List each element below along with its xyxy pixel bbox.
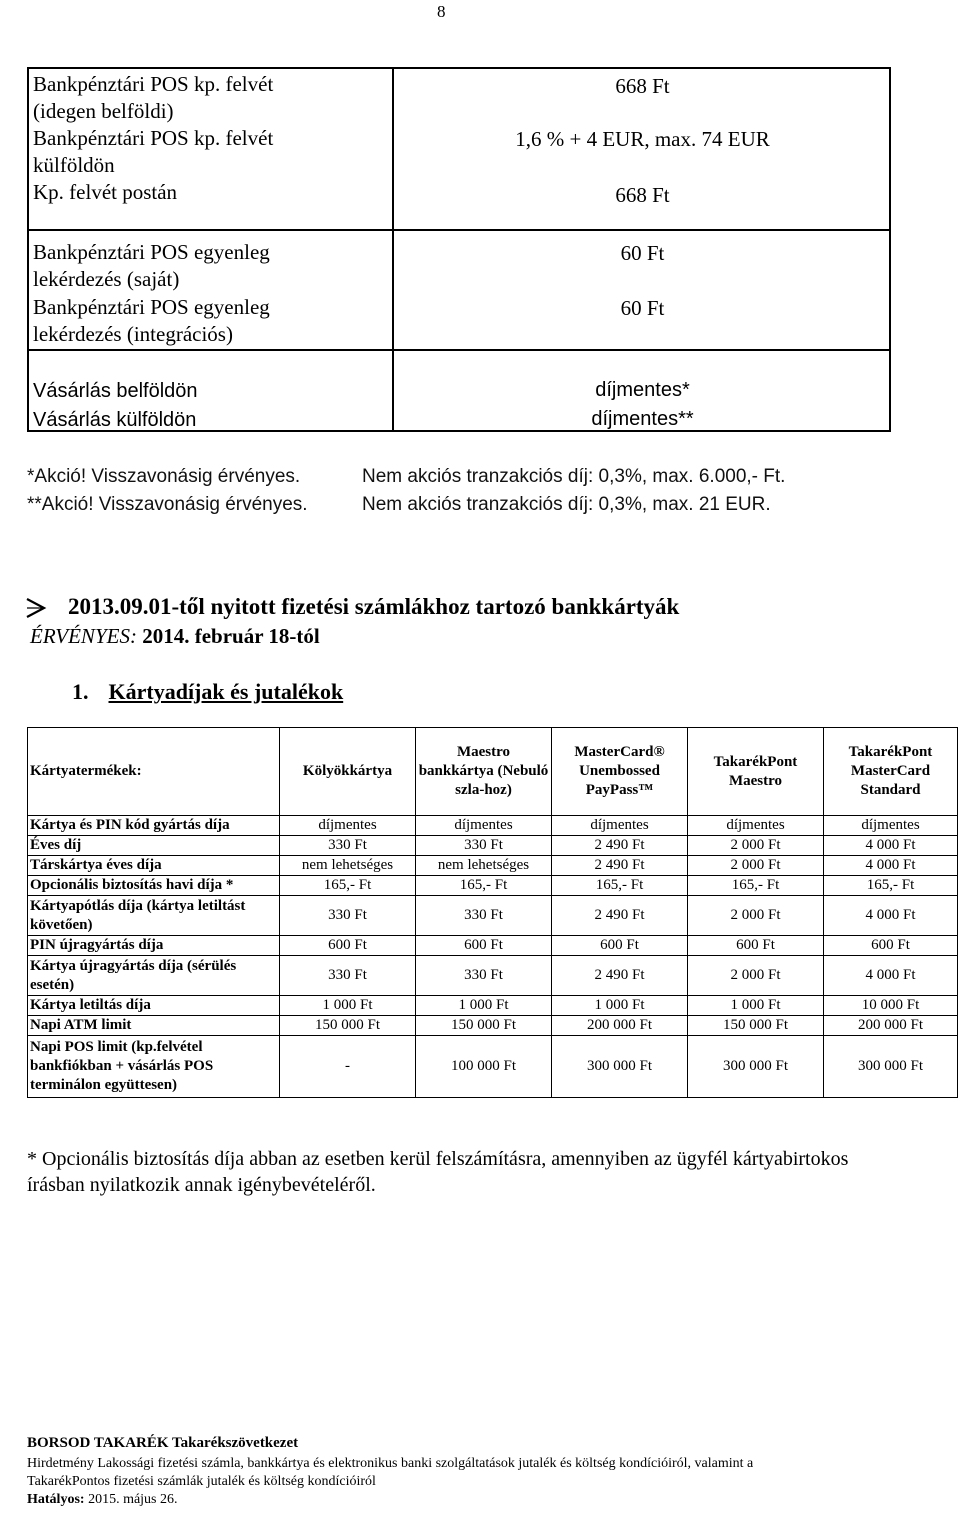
fee-summary-table xyxy=(27,67,891,432)
cell: 200 000 Ft xyxy=(824,1016,958,1036)
cell: 2 000 Ft xyxy=(688,856,824,876)
footer-validity xyxy=(27,1492,178,1508)
cell: díjmentes xyxy=(552,816,688,836)
subsection-number: 1. xyxy=(72,679,89,704)
header-mastercard-unembossed: MasterCard® Unembossed PayPass™ xyxy=(552,728,688,816)
row-value-purchase-abroad: díjmentes** xyxy=(591,408,694,430)
cell: 10 000 Ft xyxy=(824,996,958,1016)
cell: 150 000 Ft xyxy=(280,1016,416,1036)
card-fee-table xyxy=(27,727,958,1098)
row-label: Kártya letiltás díja xyxy=(28,996,280,1016)
note-2-label: **Akció! Visszavonásig érvényes. xyxy=(27,494,308,515)
subsection-heading xyxy=(72,679,343,705)
row-label-purchase-abroad: Vásárlás külföldön xyxy=(33,409,197,431)
cell: 1 000 Ft xyxy=(552,996,688,1016)
cell: 300 000 Ft xyxy=(552,1036,688,1098)
table-row xyxy=(28,856,958,876)
cell: 165,- Ft xyxy=(824,876,958,896)
table-row xyxy=(28,956,958,996)
footer-valid-date: 2015. május 26. xyxy=(88,1492,178,1507)
row-label: Kártya újragyártás díja (sérülés esetén) xyxy=(28,956,280,996)
row-value-pos-withdrawal-domestic: 668 Ft xyxy=(615,74,670,98)
row-label-balance-integration: Bankpénztári POS egyenleg lekérdezés (integrációs) xyxy=(33,295,270,346)
cell: díjmentes xyxy=(688,816,824,836)
row-label: Kártya és PIN kód gyártás díja xyxy=(28,816,280,836)
section-title: 2013.09.01-től nyitott fizetési számlákhoz tartozó bankkártyák xyxy=(68,594,680,619)
footer-line-1: Hirdetmény Lakossági fizetési számla, bankkártya és elektronikus banki szolgáltatások jutalék és költség kondícióiról, valamint a xyxy=(27,1456,754,1471)
row-value-balance-integration: 60 Ft xyxy=(620,296,665,320)
cell: 150 000 Ft xyxy=(688,1016,824,1036)
cell: 2 000 Ft xyxy=(688,956,824,996)
section-validity xyxy=(30,624,320,649)
cell: 330 Ft xyxy=(416,836,552,856)
cell: 165,- Ft xyxy=(688,876,824,896)
cell: 100 000 Ft xyxy=(416,1036,552,1098)
header-takarekpont-maestro: TakarékPont Maestro xyxy=(688,728,824,816)
cell: 600 Ft xyxy=(280,936,416,956)
table-row xyxy=(28,936,958,956)
row-label-balance-own: Bankpénztári POS egyenleg lekérdezés (saját) xyxy=(33,240,270,291)
row-value-purchase-domestic: díjmentes* xyxy=(595,379,690,401)
note-2-text: Nem akciós tranzakciós díj: 0,3%, max. 21 EUR. xyxy=(362,494,771,515)
table-row xyxy=(28,1036,958,1098)
cell: 600 Ft xyxy=(552,936,688,956)
cell: nem lehetséges xyxy=(280,856,416,876)
row-label: PIN újragyártás díja xyxy=(28,936,280,956)
cell: 330 Ft xyxy=(280,956,416,996)
insurance-footnote: * Opcionális biztosítás díja abban az esetben kerül felszámításra, amennyiben az ügyfél kártyabirtokos írásban nyilatkozik annak igénybevételéről. xyxy=(27,1148,849,1196)
table-row xyxy=(28,1016,958,1036)
cell: 165,- Ft xyxy=(280,876,416,896)
cell: 2 490 Ft xyxy=(552,836,688,856)
cell: 1 000 Ft xyxy=(280,996,416,1016)
subsection-title: Kártyadíjak és jutalékok xyxy=(108,679,344,704)
row-label-pos-withdrawal-abroad: Bankpénztári POS kp. felvét külföldön xyxy=(33,126,274,177)
row-label-pos-withdrawal-domestic: Bankpénztári POS kp. felvét (idegen belföldi) xyxy=(33,72,274,123)
footer-line-2: TakarékPontos fizetési számlák jutalék és költség kondícióiról xyxy=(27,1474,376,1489)
row-value-balance-own: 60 Ft xyxy=(620,241,665,265)
row-label: Társkártya éves díja xyxy=(28,856,280,876)
row-value-post-withdrawal: 668 Ft xyxy=(615,183,670,207)
row-label: Napi POS limit (kp.felvétel bankfiókban + vásárlás POS terminálon együttesen) xyxy=(28,1036,280,1098)
row-value-pos-withdrawal-abroad: 1,6 % + 4 EUR, max. 74 EUR xyxy=(515,127,770,151)
cell: 150 000 Ft xyxy=(416,1016,552,1036)
cell: 300 000 Ft xyxy=(688,1036,824,1098)
note-1-label: *Akció! Visszavonásig érvényes. xyxy=(27,466,301,487)
cell: 300 000 Ft xyxy=(824,1036,958,1098)
cell: díjmentes xyxy=(280,816,416,836)
table-row xyxy=(28,816,958,836)
validity-label: ÉRVÉNYES: xyxy=(30,624,137,648)
header-kolyokkartya: Kölyökkártya xyxy=(280,728,416,816)
header-takarekpont-mastercard: TakarékPont MasterCard Standard xyxy=(824,728,958,816)
header-maestro-nebulo: Maestro bankkártya (Nebuló szla-hoz) xyxy=(416,728,552,816)
table-header-row xyxy=(28,728,958,816)
cell: 330 Ft xyxy=(280,836,416,856)
row-label-purchase-domestic: Vásárlás belföldön xyxy=(33,380,198,402)
page-number: 8 xyxy=(437,2,446,21)
note-1-text: Nem akciós tranzakciós díj: 0,3%, max. 6.000,- Ft. xyxy=(362,466,786,487)
cell: 330 Ft xyxy=(416,956,552,996)
table-row xyxy=(28,996,958,1016)
arrow-bullet-icon xyxy=(24,596,48,620)
cell: 1 000 Ft xyxy=(416,996,552,1016)
cell: díjmentes xyxy=(416,816,552,836)
cell: 4 000 Ft xyxy=(824,956,958,996)
cell: 2 000 Ft xyxy=(688,896,824,936)
cell: 2 490 Ft xyxy=(552,896,688,936)
validity-date: 2014. február 18-tól xyxy=(142,624,320,648)
cell: 330 Ft xyxy=(280,896,416,936)
cell: 600 Ft xyxy=(824,936,958,956)
cell: 330 Ft xyxy=(416,896,552,936)
row-label: Éves díj xyxy=(28,836,280,856)
cell: 165,- Ft xyxy=(416,876,552,896)
footer-valid-label: Hatályos: xyxy=(27,1492,85,1507)
cell: 600 Ft xyxy=(688,936,824,956)
table-row xyxy=(28,836,958,856)
cell: - xyxy=(280,1036,416,1098)
cell: 165,- Ft xyxy=(552,876,688,896)
cell: 1 000 Ft xyxy=(688,996,824,1016)
cell: 2 490 Ft xyxy=(552,956,688,996)
cell: nem lehetséges xyxy=(416,856,552,876)
cell: 4 000 Ft xyxy=(824,856,958,876)
row-label: Kártyapótlás díja (kártya letiltást követően) xyxy=(28,896,280,936)
cell: 600 Ft xyxy=(416,936,552,956)
cell: díjmentes xyxy=(824,816,958,836)
cell: 2 000 Ft xyxy=(688,836,824,856)
cell: 200 000 Ft xyxy=(552,1016,688,1036)
row-label: Opcionális biztosítás havi díja * xyxy=(28,876,280,896)
cell: 4 000 Ft xyxy=(824,836,958,856)
row-label-post-withdrawal: Kp. felvét postán xyxy=(33,180,178,204)
header-card-products: Kártyatermékek: xyxy=(28,728,280,816)
footer-org: BORSOD TAKARÉK Takarékszövetkezet xyxy=(27,1435,299,1451)
cell: 4 000 Ft xyxy=(824,896,958,936)
row-label: Napi ATM limit xyxy=(28,1016,280,1036)
cell: 2 490 Ft xyxy=(552,856,688,876)
table-row xyxy=(28,876,958,896)
table-row xyxy=(28,896,958,936)
